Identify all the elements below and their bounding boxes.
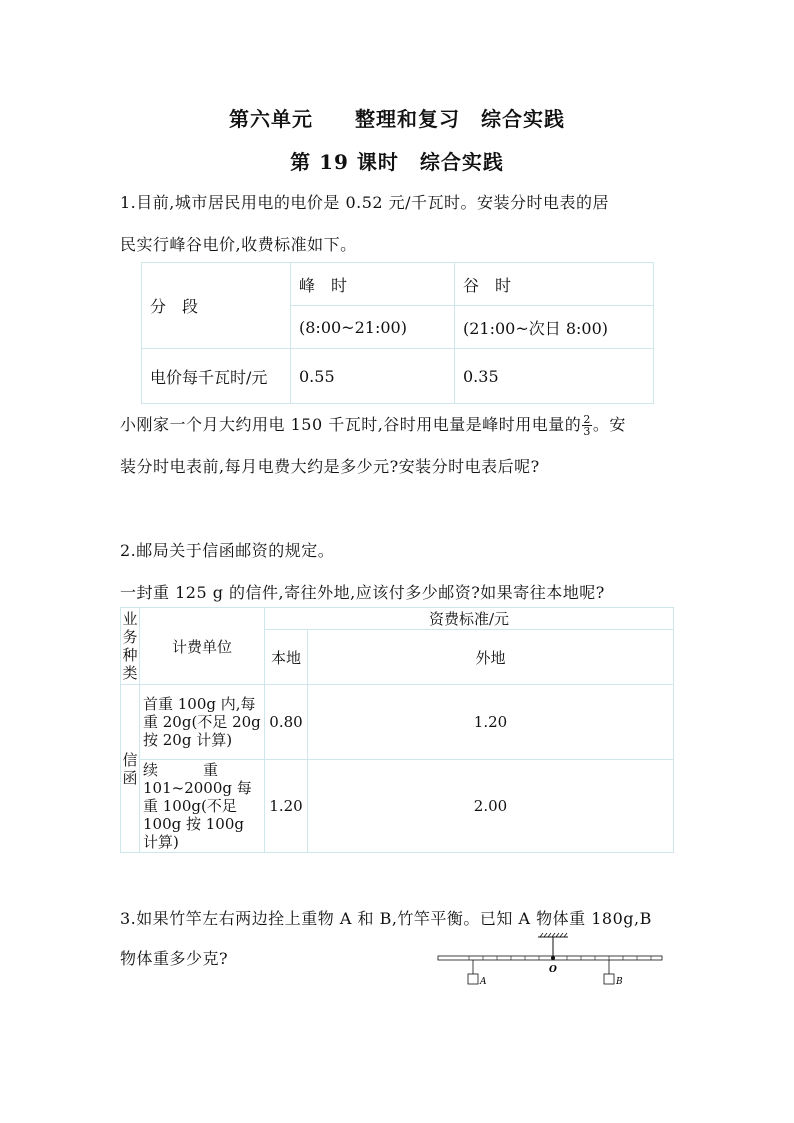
letter-type-char: 函 [122, 768, 138, 787]
fee-standard-header: 资费标准/元 [265, 608, 674, 630]
price-row-label: 电价每千瓦时/元 [142, 349, 291, 404]
letter-type-cell [121, 685, 140, 853]
billing-unit-header: 计费单位 [140, 608, 265, 685]
weight-b-label: B [616, 977, 623, 987]
weight-b-box [604, 974, 614, 984]
business-type-char: 种 [122, 646, 138, 664]
business-type-char: 业 [122, 610, 138, 628]
row2-local-fee: 1.20 [265, 760, 308, 853]
letter-type-char: 信 [122, 750, 138, 769]
valley-range: (21:00~次日 8:00) [455, 306, 654, 349]
weight-a-box [468, 974, 478, 984]
ceiling-hatch-icon [538, 933, 568, 937]
row2-remote-fee: 2.00 [308, 760, 674, 853]
fraction-numerator: 2 [583, 413, 591, 426]
q1-text-line4: 装分时电表前,每月电费大约是多少元?安装分时电表后呢? [120, 457, 540, 476]
peak-range: (8:00~21:00) [291, 306, 455, 349]
q3-text-line2: 物体重多少克? [120, 949, 229, 968]
bamboo-pole [438, 956, 662, 960]
weight-a-label: A [480, 977, 487, 987]
pole-ticks [469, 956, 651, 960]
pivot-point-icon [551, 956, 555, 960]
electricity-price-table [141, 262, 654, 404]
row1-local-fee: 0.80 [265, 685, 308, 760]
row2-billing-unit: 续 重 101~2000g 每重 100g(不足 100g 按 100g 计算) [140, 760, 265, 853]
q1-text-line1: 1.目前,城市居民用电的电价是 0.52 元/千瓦时。安装分时电表的居 [120, 193, 610, 212]
q1-text-line3-a: 小刚家一个月大约用电 150 千瓦时,谷时用电量是峰时用电量的 [120, 415, 582, 434]
peak-price: 0.55 [291, 349, 455, 404]
segment-header: 分 段 [142, 263, 291, 349]
remote-header: 外地 [308, 630, 674, 685]
valley-title: 谷 时 [455, 263, 654, 306]
unit-title: 第六单元 整理和复习 综合实践 [229, 107, 565, 131]
q1-text-line3-b: 。安 [592, 415, 626, 434]
balance-lever-figure [434, 930, 674, 990]
q1-text-line3 [120, 412, 626, 437]
lesson-title: 第 19 课时 综合实践 [290, 150, 504, 174]
business-type-char: 类 [122, 664, 138, 682]
fraction-denominator: 3 [583, 425, 591, 438]
pivot-label-o: O [549, 965, 557, 975]
q3-text-line1: 3.如果竹竿左右两边拴上重物 A 和 B,竹竿平衡。已知 A 物体重 180g,B [120, 909, 652, 928]
q2-text-line1: 2.邮局关于信函邮资的规定。 [120, 541, 335, 560]
fraction-two-thirds [582, 414, 592, 437]
row1-remote-fee: 1.20 [308, 685, 674, 760]
valley-price: 0.35 [455, 349, 654, 404]
row1-billing-unit: 首重 100g 内,每 重 20g(不足 20g 按 20g 计算) [140, 685, 265, 760]
q2-text-line2: 一封重 125 g 的信件,寄往外地,应该付多少邮资?如果寄往本地呢? [120, 583, 605, 602]
local-header: 本地 [265, 630, 308, 685]
postage-table [120, 607, 674, 853]
q1-text-line2: 民实行峰谷电价,收费标准如下。 [120, 235, 357, 254]
business-type-header [121, 608, 140, 685]
business-type-char: 务 [122, 628, 138, 646]
peak-title: 峰 时 [291, 263, 455, 306]
